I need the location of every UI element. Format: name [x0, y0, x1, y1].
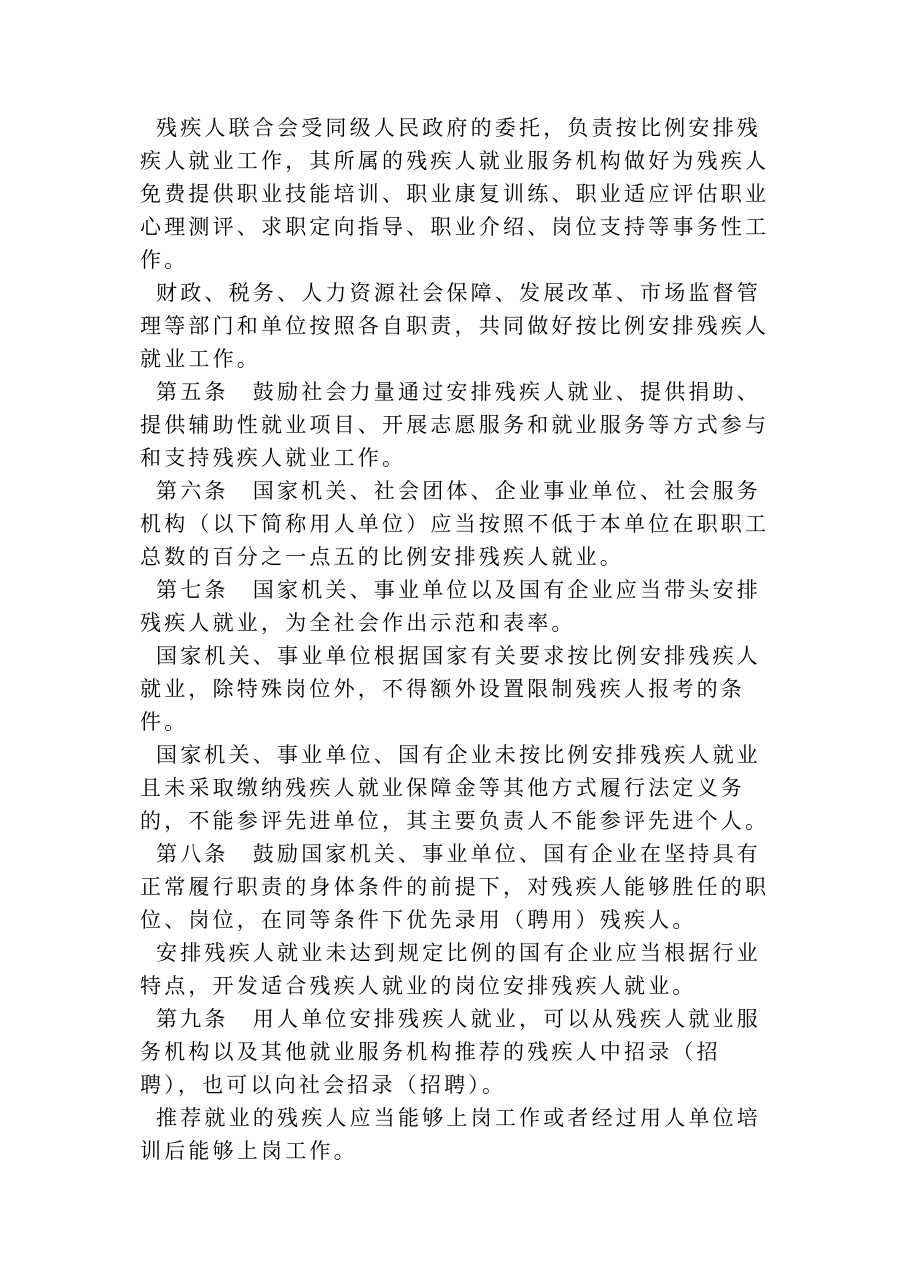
- paragraph-article-9: 第九条 用人单位安排残疾人就业，可以从残疾人就业服务机构以及其他就业服务机构推荐的残疾人中招录（招聘），也可以向社会招录（招聘）。: [140, 1007, 761, 1097]
- paragraph-article-7: 第七条 国家机关、事业单位以及国有企业应当带头安排残疾人就业，为全社会作出示范和表率。: [140, 578, 761, 635]
- paragraph-article-7-clause-3: 国家机关、事业单位、国有企业未按比例安排残疾人就业且未采取缴纳残疾人就业保障金等其他方式履行法定义务的，不能参评先进单位，其主要负责人不能参评先进个人。: [140, 743, 770, 833]
- paragraph-article-6: 第六条 国家机关、社会团体、企业事业单位、社会服务机构（以下简称用人单位）应当按照不低于本单位在职职工总数的百分之一点五的比例安排残疾人就业。: [140, 479, 770, 569]
- paragraph-article-9-clause-2: 推荐就业的残疾人应当能够上岗工作或者经过用人单位培训后能够上岗工作。: [140, 1106, 761, 1163]
- paragraph-1: 残疾人联合会受同级人民政府的委托，负责按比例安排残疾人就业工作，其所属的残疾人就业服务机构做好为残疾人免费提供职业技能培训、职业康复训练、职业适应评估职业心理测评、求职定向指导、职业介绍、岗位支持等事务性工作。: [140, 116, 770, 272]
- paragraph-article-7-clause-2: 国家机关、事业单位根据国家有关要求按比例安排残疾人就业，除特殊岗位外，不得额外设置限制残疾人报考的条件。: [140, 644, 761, 734]
- paragraph-article-8-clause-2: 安排残疾人就业未达到规定比例的国有企业应当根据行业特点，开发适合残疾人就业的岗位安排残疾人就业。: [140, 941, 761, 998]
- document-body: [140, 112, 780, 1168]
- paragraph-article-8: 第八条 鼓励国家机关、事业单位、国有企业在坚持具有正常履行职责的身体条件的前提下，对残疾人能够胜任的职位、岗位，在同等条件下优先录用（聘用）残疾人。: [140, 842, 770, 932]
- paragraph-article-5: 第五条 鼓励社会力量通过安排残疾人就业、提供捐助、提供辅助性就业项目、开展志愿服务和就业服务等方式参与和支持残疾人就业工作。: [140, 380, 770, 470]
- paragraph-2: 财政、税务、人力资源社会保障、发展改革、市场监督管理等部门和单位按照各自职责，共同做好按比例安排残疾人就业工作。: [140, 281, 770, 371]
